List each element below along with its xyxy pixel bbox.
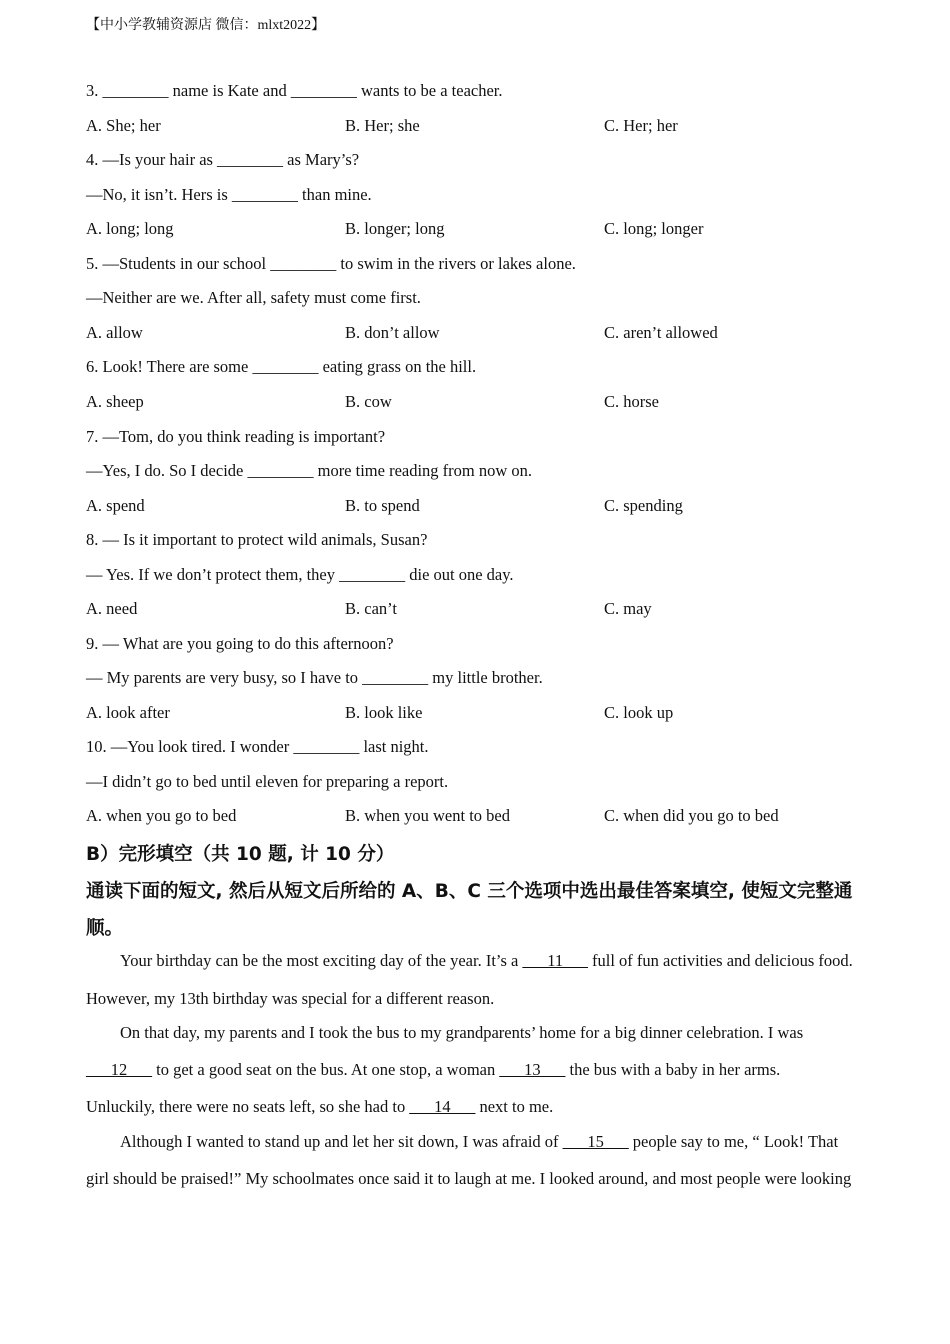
question-7-option-a: A. spend bbox=[86, 496, 145, 515]
question-8-stem: 8. — Is it important to protect wild animals, Susan? bbox=[86, 530, 428, 549]
question-7-stem: 7. —Tom, do you think reading is important? bbox=[86, 427, 386, 446]
passage-line: Although I wanted to stand up and let her sit down, I was afraid of ___15___ people say to me, “ Look! That bbox=[120, 1132, 839, 1151]
blank-13[interactable]: ___13___ bbox=[499, 1060, 566, 1079]
section-title: B）完形填空（共 10 题, 计 10 分） bbox=[86, 844, 395, 865]
question-9-stem: 9. — What are you going to do this afternoon? bbox=[86, 634, 394, 653]
section-instruction: 通读下面的短文, 然后从短文后所给的 A、B、C 三个选项中选出最佳答案填空, 使短文完整通 bbox=[86, 881, 853, 902]
passage-line: Unluckily, there were no seats left, so she had to ___14___ next to me. bbox=[86, 1097, 554, 1116]
question-4-option-b: B. longer; long bbox=[345, 219, 445, 238]
question-10-option-a: A. when you go to bed bbox=[86, 806, 237, 825]
passage-line: On that day, my parents and I took the bus to my grandparents’ home for a big dinner celebration. I was bbox=[120, 1023, 804, 1042]
question-10-reply: —I didn’t go to bed until eleven for preparing a report. bbox=[86, 772, 449, 791]
passage-line: Your birthday can be the most exciting day of the year. It’s a ___11___ full of fun activities and delicious food. bbox=[120, 951, 853, 970]
question-4-option-a: A. long; long bbox=[86, 219, 174, 238]
page-header: 【中小学教辅资源店 微信：mlxt2022】 bbox=[86, 18, 326, 33]
question-3-option-b: B. Her; she bbox=[345, 116, 420, 135]
question-9-reply: — My parents are very busy, so I have to ________ my little brother. bbox=[86, 668, 543, 687]
passage-line: ___12___ to get a good seat on the bus. At one stop, a woman ___13___ the bus with a baby in her arms. bbox=[86, 1060, 781, 1079]
question-5-option-b: B. don’t allow bbox=[345, 323, 440, 342]
question-8-reply: — Yes. If we don’t protect them, they ________ die out one day. bbox=[86, 565, 514, 584]
question-3-option-a: A. She; her bbox=[86, 116, 161, 135]
question-3-stem: 3. ________ name is Kate and ________ wants to be a teacher. bbox=[86, 81, 503, 100]
question-6-option-b: B. cow bbox=[345, 392, 392, 411]
question-9-option-b: B. look like bbox=[345, 703, 423, 722]
question-10-stem: 10. —You look tired. I wonder ________ last night. bbox=[86, 737, 429, 756]
question-8-option-c: C. may bbox=[604, 599, 652, 618]
question-6-option-c: C. horse bbox=[604, 392, 659, 411]
question-3-option-c: C. Her; her bbox=[604, 116, 678, 135]
passage-line: However, my 13th birthday was special for a different reason. bbox=[86, 989, 495, 1008]
passage-line: girl should be praised!” My schoolmates once said it to laugh at me. I looked around, and most people were looking bbox=[86, 1169, 852, 1188]
question-7-option-c: C. spending bbox=[604, 496, 683, 515]
question-8-option-a: A. need bbox=[86, 599, 138, 618]
blank-11[interactable]: ___11___ bbox=[522, 951, 588, 970]
question-4-reply: —No, it isn’t. Hers is ________ than mine. bbox=[86, 185, 372, 204]
question-6-stem: 6. Look! There are some ________ eating grass on the hill. bbox=[86, 357, 477, 376]
section-instruction-end: 顺。 bbox=[86, 918, 124, 939]
question-5-option-c: C. aren’t allowed bbox=[604, 323, 718, 342]
question-8-option-b: B. can’t bbox=[345, 599, 397, 618]
question-5-reply: —Neither are we. After all, safety must come first. bbox=[86, 288, 421, 307]
question-7-option-b: B. to spend bbox=[345, 496, 420, 515]
question-5-option-a: A. allow bbox=[86, 323, 143, 342]
question-5-stem: 5. —Students in our school ________ to swim in the rivers or lakes alone. bbox=[86, 254, 576, 273]
question-6-option-a: A. sheep bbox=[86, 392, 144, 411]
question-9-option-c: C. look up bbox=[604, 703, 674, 722]
question-4-option-c: C. long; longer bbox=[604, 219, 704, 238]
question-10-option-c: C. when did you go to bed bbox=[604, 806, 779, 825]
question-4-stem: 4. —Is your hair as ________ as Mary’s? bbox=[86, 150, 360, 169]
blank-12[interactable]: ___12___ bbox=[86, 1060, 152, 1079]
blank-14[interactable]: ___14___ bbox=[409, 1097, 476, 1116]
question-9-option-a: A. look after bbox=[86, 703, 170, 722]
question-10-option-b: B. when you went to bed bbox=[345, 806, 510, 825]
blank-15[interactable]: ___15___ bbox=[562, 1132, 629, 1151]
question-7-reply: —Yes, I do. So I decide ________ more time reading from now on. bbox=[86, 461, 533, 480]
